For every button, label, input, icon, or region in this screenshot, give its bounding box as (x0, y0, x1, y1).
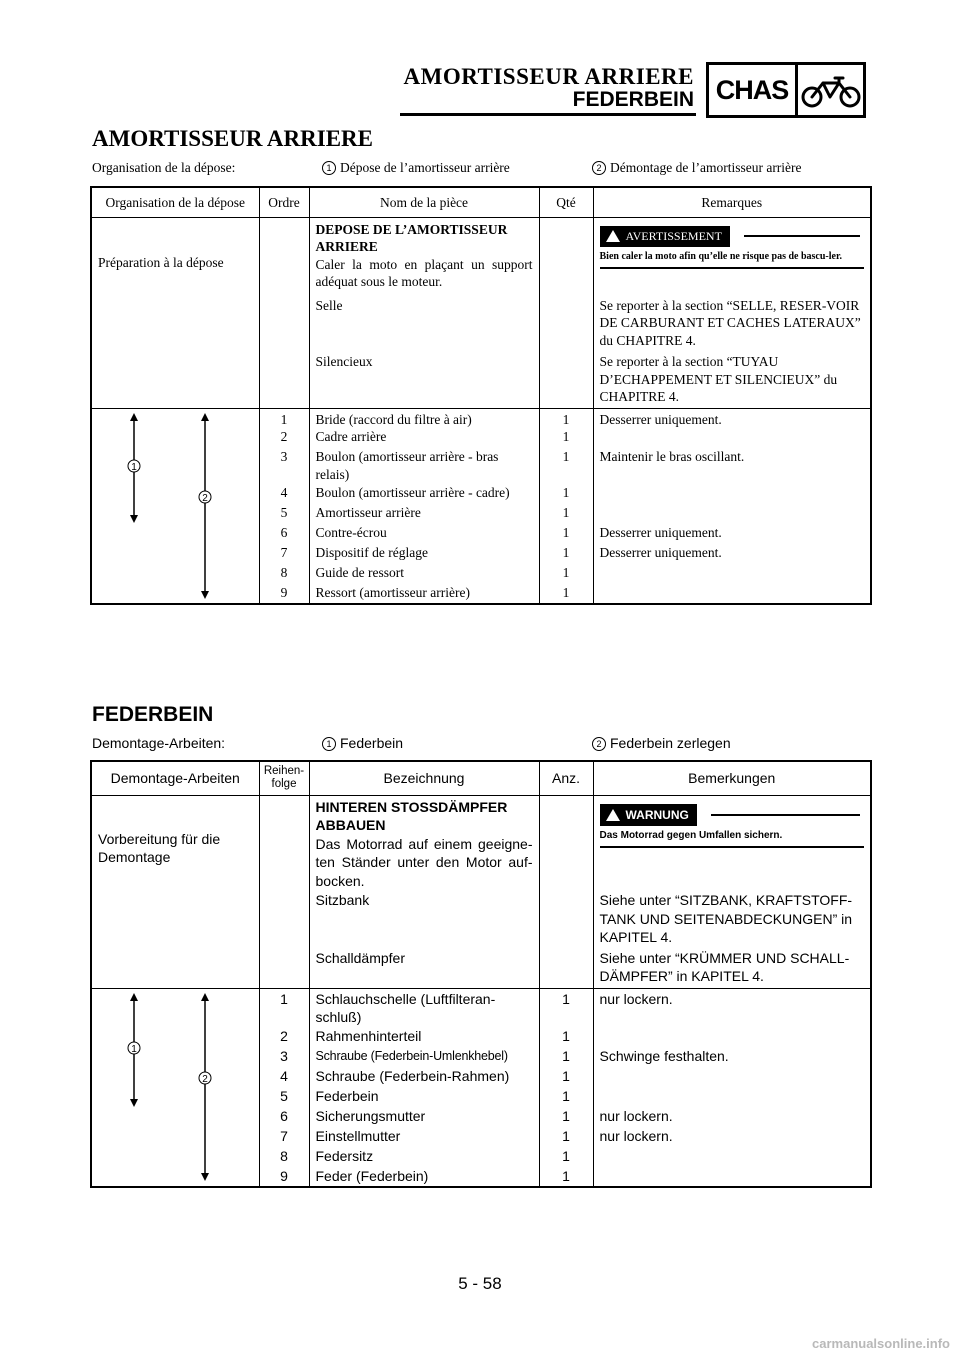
col-header: Anz. (539, 761, 593, 795)
row-order: 5 (259, 504, 309, 524)
col-header: Bezeichnung (309, 761, 539, 795)
diagram-marker-2: 2 (202, 1073, 208, 1085)
part-name: Federsitz (309, 1147, 539, 1167)
motorcycle-icon (798, 65, 863, 115)
marker-1: 1 (322, 737, 336, 751)
col-header: Reihen-folge (259, 761, 309, 795)
parts-table-de (90, 760, 872, 1188)
remark (593, 504, 871, 524)
marker-2: 2 (592, 161, 606, 175)
footer-watermark[interactable]: carmanualsonline.info (812, 1336, 950, 1351)
chapter-badge (706, 62, 866, 118)
col-header: Nom de la pièce (309, 187, 539, 217)
remark: nur lockern. (593, 988, 871, 1027)
row-order: 1 (259, 408, 309, 428)
marker-2: 2 (592, 737, 606, 751)
part-name: Selle (309, 291, 539, 350)
row-order: 4 (259, 484, 309, 504)
part-name: Cadre arrière (309, 428, 539, 448)
org-step-2: 2 Federbein zerlegen (592, 735, 731, 751)
removal-organisation-de (92, 735, 872, 753)
remark: Desserrer uniquement. (593, 544, 871, 564)
part-qty: 1 (539, 564, 593, 584)
prep-label: Vorbereitung für die Demontage (91, 795, 259, 988)
remark: Siehe unter “KRÜMMER UND SCHALL-DÄMPFER” in KAPITEL 4. (593, 947, 871, 989)
part-name: Schraube (Federbein-Rahmen) (309, 1067, 539, 1087)
col-header: Qté (539, 187, 593, 217)
part-qty: 1 (539, 484, 593, 504)
part-name: Bride (raccord du filtre à air) (309, 408, 539, 428)
org-step-1: 1 Federbein (322, 735, 403, 751)
header-rule (400, 113, 696, 116)
row-order: 2 (259, 1027, 309, 1047)
row-order: 6 (259, 524, 309, 544)
org-label: Organisation de la dépose: (92, 160, 236, 175)
col-header: Bemerkungen (593, 761, 871, 795)
part-name: Schalldämpfer (309, 947, 539, 989)
part-qty: 1 (539, 1147, 593, 1167)
diagram-marker-1: 1 (131, 1043, 137, 1055)
diagram-marker-1: 1 (131, 461, 137, 473)
remark (593, 1027, 871, 1047)
section-title-de: FEDERBEIN (92, 703, 214, 726)
remark (593, 564, 871, 584)
part-qty: 1 (539, 988, 593, 1027)
row-order: 5 (259, 1087, 309, 1107)
remark: Se reporter à la section “SELLE, RESER-VOIR DE CARBURANT ET CACHES LATERAUX” du CHAPITRE 4. (593, 291, 871, 350)
diagram-marker-2: 2 (202, 492, 208, 504)
row-order: 9 (259, 584, 309, 604)
warning-box (593, 795, 871, 890)
warning-badge: WARNUNG (600, 804, 697, 827)
removal-organisation-fr (92, 160, 872, 178)
remark: Siehe unter “SITZBANK, KRAFTSTOFF-TANK UND SEITENABDECKUNGEN” in KAPITEL 4. (593, 890, 871, 947)
remark: Se reporter à la section “TUYAU D’ECHAPPEMENT ET SILENCIEUX” du CHAPITRE 4. (593, 349, 871, 408)
row-order: 1 (259, 988, 309, 1027)
part-name: Feder (Federbein) (309, 1167, 539, 1187)
part-name: Ressort (amortisseur arrière) (309, 584, 539, 604)
remark: nur lockern. (593, 1127, 871, 1147)
org-label: Demontage-Arbeiten: (92, 735, 226, 751)
row-order: 8 (259, 564, 309, 584)
row-order: 3 (259, 448, 309, 483)
row-order: 7 (259, 1127, 309, 1147)
col-header: Organisation de la dépose (91, 187, 259, 217)
warning-box (593, 217, 871, 291)
part-qty: 1 (539, 1027, 593, 1047)
order-diagram (91, 988, 259, 1187)
warning-badge: AVERTISSEMENT (600, 226, 730, 248)
part-name: Silencieux (309, 349, 539, 408)
remark (593, 484, 871, 504)
part-name: Einstellmutter (309, 1127, 539, 1147)
parts-table-fr (90, 186, 872, 605)
section-title-fr: AMORTISSEUR ARRIERE (92, 126, 373, 151)
remark: nur lockern. (593, 1107, 871, 1127)
warning-text: Bien caler la moto afin qu’elle ne risque pas de bascu-ler. (600, 250, 865, 269)
row-order: 6 (259, 1107, 309, 1127)
warning-icon (606, 230, 620, 242)
col-header: Remarques (593, 187, 871, 217)
header-title-de: FEDERBEIN (572, 88, 694, 111)
marker-1: 1 (322, 161, 336, 175)
warning-text: Das Motorrad gegen Umfallen sichern. (600, 829, 865, 848)
prep-step: DEPOSE DE L’AMORTISSEUR ARRIERE Caler la moto en plaçant un support adéquat sous le moteur. (309, 217, 539, 291)
remark: Maintenir le bras oscillant. (593, 448, 871, 483)
part-name: Schlauchschelle (Luftfilteran-schluß) (309, 988, 539, 1027)
part-qty: 1 (539, 1087, 593, 1107)
part-qty: 1 (539, 428, 593, 448)
remark: Desserrer uniquement. (593, 524, 871, 544)
col-header: Demontage-Arbeiten (91, 761, 259, 795)
part-qty: 1 (539, 448, 593, 483)
part-name: Boulon (amortisseur arrière - bras relais) (309, 448, 539, 483)
part-qty: 1 (539, 544, 593, 564)
col-header: Ordre (259, 187, 309, 217)
part-qty: 1 (539, 1107, 593, 1127)
warning-icon (606, 809, 620, 821)
row-order: 4 (259, 1067, 309, 1087)
prep-label: Préparation à la dépose (91, 217, 259, 408)
part-name: Boulon (amortisseur arrière - cadre) (309, 484, 539, 504)
row-order: 7 (259, 544, 309, 564)
part-name: Federbein (309, 1087, 539, 1107)
remark: Schwinge festhalten. (593, 1047, 871, 1067)
row-order: 9 (259, 1167, 309, 1187)
part-name: Guide de ressort (309, 564, 539, 584)
prep-step: HINTEREN STOSSDÄMPFER ABBAUEN Das Motorrad auf einem geeigne-ten Ständer unter den Motor auf-bocken. (309, 795, 539, 890)
part-name: Amortisseur arrière (309, 504, 539, 524)
part-qty: 1 (539, 1167, 593, 1187)
remark (593, 1067, 871, 1087)
org-step-2: 2 Démontage de l’amortisseur arrière (592, 160, 802, 176)
part-name: Sitzbank (309, 890, 539, 947)
row-order: 8 (259, 1147, 309, 1167)
part-qty: 1 (539, 504, 593, 524)
part-qty: 1 (539, 1047, 593, 1067)
part-qty: 1 (539, 524, 593, 544)
part-name: Rahmenhinterteil (309, 1027, 539, 1047)
header-title-fr: AMORTISSEUR ARRIERE (403, 64, 694, 89)
part-name: Schraube (Federbein-Umlenkhebel) (309, 1047, 539, 1067)
part-qty: 1 (539, 1067, 593, 1087)
part-name: Dispositif de réglage (309, 544, 539, 564)
remark (593, 1087, 871, 1107)
row-order: 3 (259, 1047, 309, 1067)
part-qty: 1 (539, 1127, 593, 1147)
remark (593, 1147, 871, 1167)
org-step-1: 1 Dépose de l’amortisseur arrière (322, 160, 510, 176)
remark (593, 1167, 871, 1187)
remark (593, 584, 871, 604)
row-order: 2 (259, 428, 309, 448)
part-name: Sicherungsmutter (309, 1107, 539, 1127)
part-name: Contre-écrou (309, 524, 539, 544)
chapter-badge-label: CHAS (709, 65, 798, 115)
page-number: 5 - 58 (458, 1274, 502, 1293)
remark: Desserrer uniquement. (593, 408, 871, 428)
order-diagram (91, 408, 259, 604)
remark (593, 428, 871, 448)
part-qty: 1 (539, 584, 593, 604)
part-qty: 1 (539, 408, 593, 428)
